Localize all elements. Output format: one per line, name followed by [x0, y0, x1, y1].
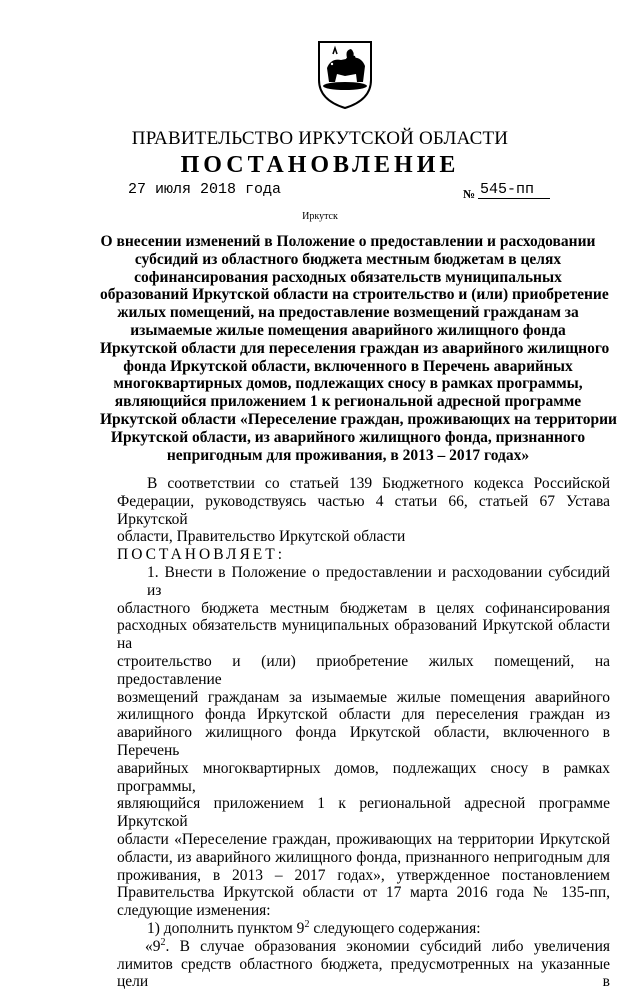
- title-line: О внесении изменений в Положение о предоставлении и расходовании: [100, 233, 596, 250]
- decree-title: [100, 233, 617, 464]
- title-line: являющийся приложением 1 к региональной адресной программе: [114, 393, 582, 411]
- superscript: 2: [304, 918, 310, 930]
- item1-line: являющийся приложением 1 к региональной адресной программе Иркутской: [117, 795, 610, 831]
- subitem-1: [117, 920, 610, 938]
- item1-line: Правительства Иркутской области от 17 марта 2016 года № 135-пп,: [117, 884, 610, 902]
- item1-line: областного бюджета местным бюджетам в целях софинансирования: [117, 599, 610, 617]
- item1-line: аварийных многоквартирных домов, подлежащих сносу в рамках программы,: [117, 759, 610, 795]
- title-line: изымаемые жилые помещения аварийного жилищного фонда: [130, 321, 566, 339]
- item1-line: расходных обязательств муниципальных образований Иркутской области на: [117, 617, 610, 653]
- item1-line: строительство и (или) приобретение жилых помещений, на предоставление: [117, 652, 610, 688]
- subitem-text: 1) дополнить пунктом 9: [147, 919, 305, 937]
- quote-line: [117, 938, 610, 956]
- item1-line: области «Переселение граждан, проживающих на территории Иркутской: [117, 830, 610, 848]
- quote-text: . В случае образования экономии субсидий либо увеличения: [165, 937, 610, 955]
- title-line: софинансирования расходных обязательств муниципальных: [134, 268, 562, 286]
- title-line: Иркутской области «Переселение граждан, проживающих на территории: [100, 410, 617, 428]
- item1-line: 1. Внести в Положение о предоставлении и расходовании субсидий из: [147, 563, 610, 599]
- preamble-line: области, Правительство Иркутской области: [117, 528, 406, 546]
- superscript: 2: [160, 936, 166, 948]
- title-line: фонда Иркутской области, включенного в Перечень аварийных: [123, 357, 573, 375]
- item1-line: аварийного жилищного фонда Иркутской области, включенного в Перечень: [117, 724, 610, 759]
- title-line: жилых помещений, на предоставление возмещений гражданам за: [117, 304, 579, 322]
- coat-of-arms-icon: [315, 40, 375, 110]
- item1-line: проживания, в 2013 – 2017 годах», утвержденное постановлением: [117, 866, 610, 884]
- city-label: Иркутск: [302, 211, 338, 222]
- title-line: образований Иркутской области на строительство и (или) приобретение: [100, 286, 609, 304]
- preamble-line: Федерации, руководствуясь частью 4 статьи 66, статьей 67 Устава Иркутской: [117, 492, 610, 528]
- decree-body: [117, 475, 610, 991]
- number-sign: №: [463, 187, 476, 201]
- resolve-word: ПОСТАНОВЛЯЕТ:: [117, 546, 286, 564]
- item1-line: области, из аварийного жилищного фонда, признанного непригодным для: [117, 848, 610, 866]
- item1-line: жилищного фонда Иркутской области для переселения граждан из: [117, 706, 610, 724]
- quote-line: лимитов средств областного бюджета, предусмотренных на указанные цели в: [117, 955, 610, 991]
- quote-text: «9: [145, 937, 161, 955]
- government-name: ПРАВИТЕЛЬСТВО ИРКУТСКОЙ ОБЛАСТИ: [131, 128, 509, 149]
- title-line: многоквартирных домов, подлежащих сносу в рамках программы,: [113, 375, 583, 393]
- decree-date: 27 июля 2018 года: [128, 181, 282, 198]
- decree-number: 545-пп: [478, 182, 550, 199]
- title-line: Иркутской области для переселения граждан из аварийного жилищного: [100, 339, 610, 357]
- title-line: непригодным для проживания, в 2013 – 2017 годах»: [166, 446, 530, 464]
- document-type: ПОСТАНОВЛЕНИЕ: [180, 152, 460, 178]
- title-line: Иркутской области, из аварийного жилищного фонда, признанного: [110, 428, 586, 446]
- item1-line: возмещений гражданам за изымаемые жилые помещения аварийного: [117, 688, 610, 706]
- title-line: субсидий из областного бюджета местным бюджетам в целях: [134, 250, 562, 268]
- preamble-line: В соответствии со статьей 139 Бюджетного кодекса Российской: [147, 475, 610, 492]
- subitem-text: следующего содержания:: [309, 919, 481, 937]
- item1-line: следующие изменения:: [117, 902, 271, 920]
